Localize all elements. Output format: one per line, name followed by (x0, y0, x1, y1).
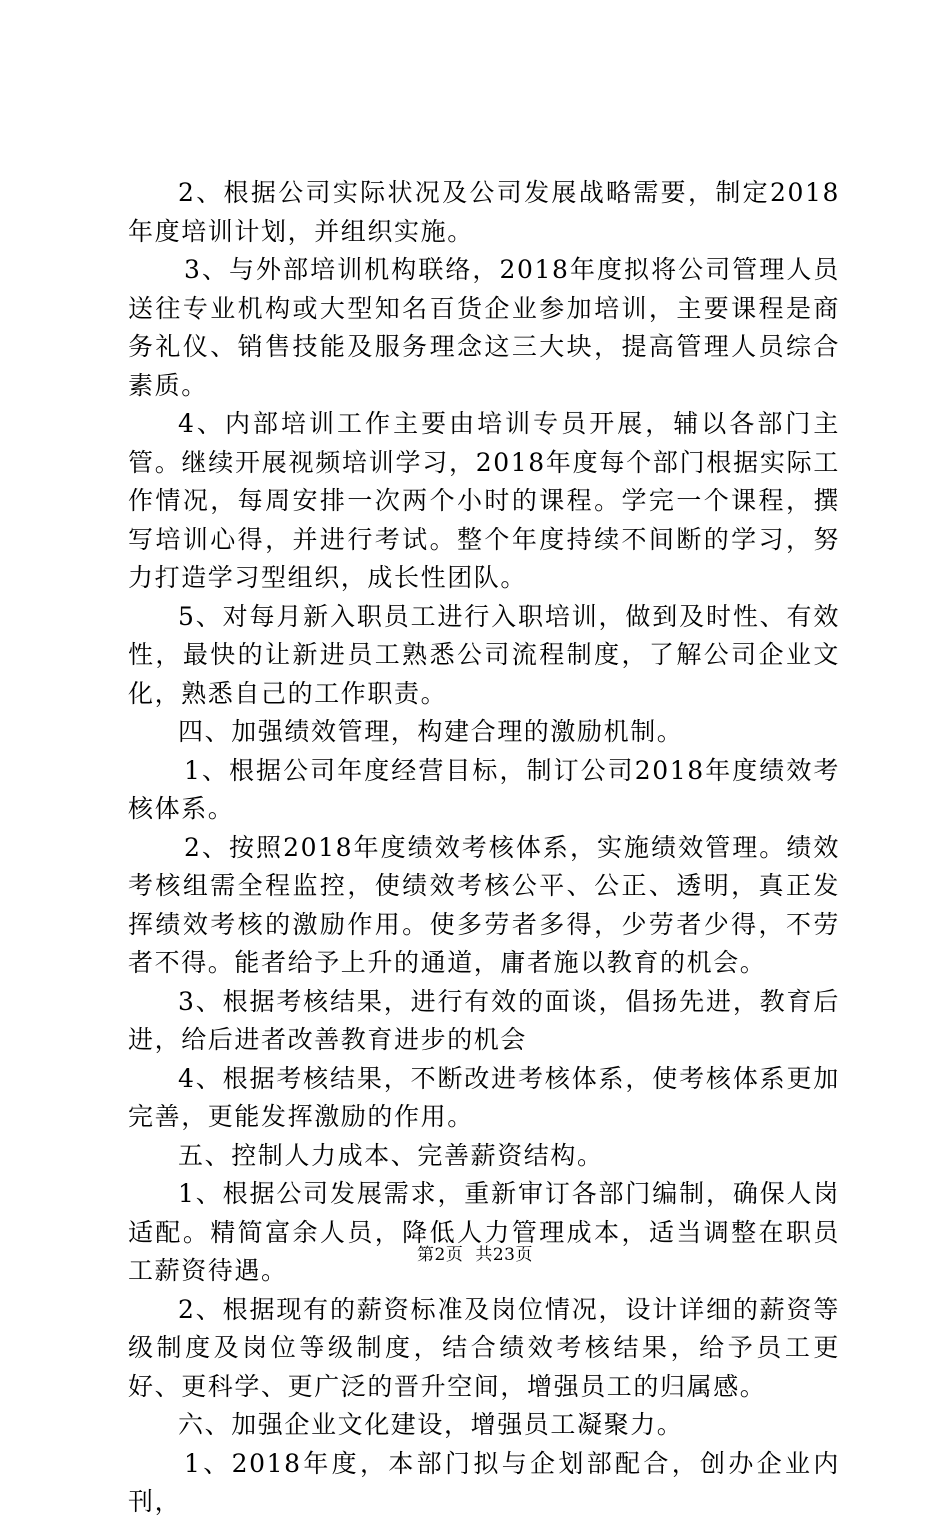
paragraph-performance-management: 2、按照2018年度绩效考核体系，实施绩效管理。绩效考核组需全程监控，使绩效考核公平、公正、透明，真正发挥绩效考核的激励作用。使多劳者多得，少劳者少得，不劳者不得。能者给予上升的通道，庸者施以教育的机会。 (128, 832, 840, 977)
paragraph-staffing-review: 1、根据公司发展需求，重新审订各部门编制，确保人岗适配。精简富余人员，降低人力管理成本，适当调整在职员工薪资待遇。 (128, 1179, 840, 1285)
paragraph-onboarding: 5、对每月新入职员工进行入职培训，做到及时性、有效性，最快的让新进员工熟悉公司流程制度，了解公司企业文化，熟悉自己的工作职责。 (128, 601, 840, 708)
paragraph-appraisal-improvement: 4、根据考核结果，不断改进考核体系，使考核体系更加完善，更能发挥激励的作用。 (128, 1063, 840, 1131)
paragraph-salary-structure: 2、根据现有的薪资标准及岗位情况，设计详细的薪资等级制度及岗位等级制度，结合绩效考核结果，给予员工更好、更科学、更广泛的晋升空间，增强员工的归属感。 (128, 1294, 840, 1401)
section-heading-cost-control: 五、控制人力成本、完善薪资结构。 (178, 1140, 604, 1170)
paragraph-internal-magazine: 1、2018年度，本部门拟与企划部配合，创办企业内刊， (128, 1448, 840, 1516)
page-number: 第2页 (417, 1245, 464, 1265)
paragraph-internal-training: 4、内部培训工作主要由培训专员开展，辅以各部门主管。继续开展视频培训学习，2018年度每个部门根据实际工作情况，每周安排一次两个小时的课程。学完一个课程，撰写培训心得，并进行考试。整个年度持续不间断的学习，努力打造学习型组织，成长性团队。 (128, 409, 840, 592)
page-footer (0, 1240, 950, 1265)
page-total: 共23页 (475, 1245, 533, 1265)
paragraph-performance-system: 1、根据公司年度经营目标，制订公司2018年度绩效考核体系。 (128, 755, 840, 823)
paragraph-external-training: 3、与外部培训机构联络，2018年度拟将公司管理人员送往专业机构或大型知名百货企业参加培训，主要课程是商务礼仪、销售技能及服务理念这三大块，提高管理人员综合素质。 (128, 255, 840, 400)
section-heading-culture: 六、加强企业文化建设，增强员工凝聚力。 (178, 1410, 684, 1439)
paragraph-training-plan: 2、根据公司实际状况及公司发展战略需要，制定2018年度培训计划，并组织实施。 (128, 178, 840, 246)
paragraph-appraisal-interview: 3、根据考核结果，进行有效的面谈，倡扬先进，教育后进，给后进者改善教育进步的机会 (128, 986, 840, 1054)
section-heading-performance: 四、加强绩效管理，构建合理的激励机制。 (178, 717, 684, 746)
document-body (128, 174, 840, 1522)
